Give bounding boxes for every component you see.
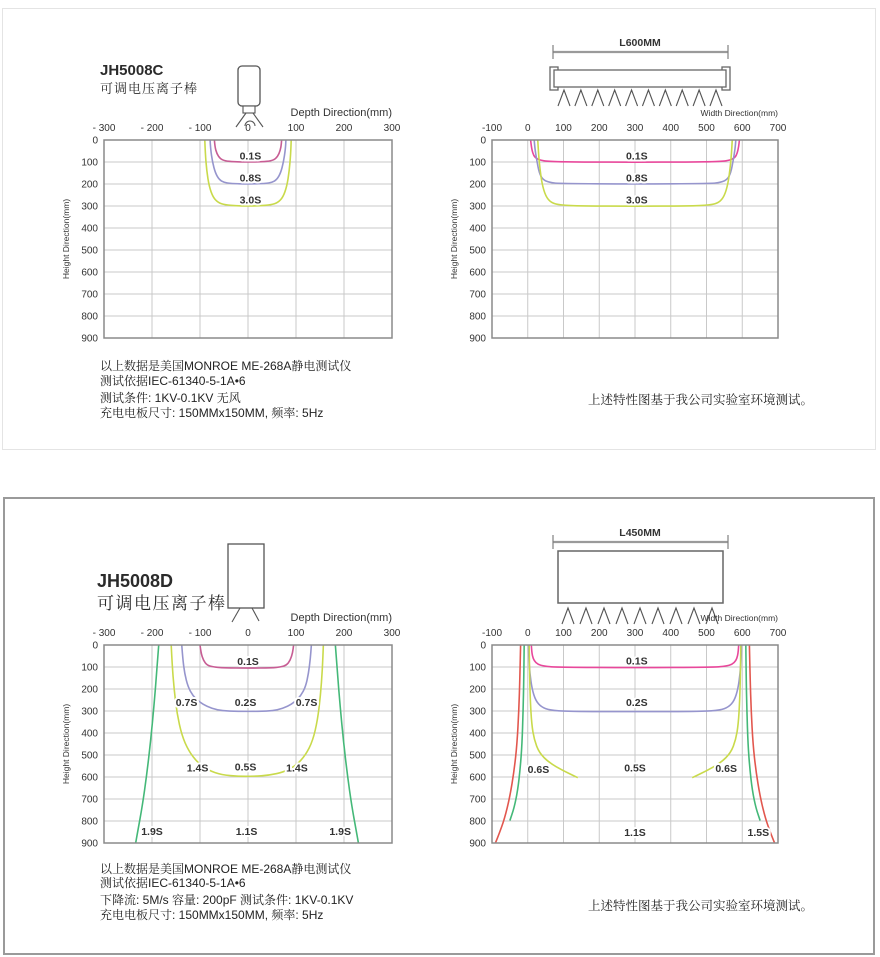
bar-length-label-d: L450MM <box>619 527 661 539</box>
model-name-c: JH5008C <box>100 62 164 79</box>
x-axis-title: Width Direction(mm) <box>700 108 778 118</box>
svg-text:400: 400 <box>662 628 680 639</box>
svg-text:600: 600 <box>81 772 98 784</box>
bar-body <box>558 551 723 603</box>
contour-label: 0.7S <box>295 697 318 710</box>
svg-text:0: 0 <box>480 640 486 652</box>
svg-text:- 200: - 200 <box>140 123 164 134</box>
y-axis-title: Height Direction(mm) <box>61 703 71 785</box>
footer-line: 下降流: 5M/s 容量: 200pF 测试条件: 1KV-0.1KV <box>100 893 354 907</box>
contour-label: 1.9S <box>141 826 163 839</box>
svg-text:- 100: - 100 <box>188 123 212 134</box>
svg-text:500: 500 <box>81 245 98 257</box>
footer-line: 以上数据是美国MONROE ME-268A静电测试仪 <box>100 862 352 876</box>
model-name-d: JH5008D <box>97 571 174 591</box>
svg-text:300: 300 <box>469 201 486 213</box>
svg-text:300: 300 <box>383 628 401 639</box>
contour-label: 0.2S <box>625 697 648 710</box>
y-axis-title: Height Direction(mm) <box>61 198 71 280</box>
width-direction-chart-c <box>443 103 788 348</box>
footer-line: 测试条件: 1KV-0.1KV 无风 <box>100 391 241 405</box>
contour-1.5S-right <box>749 645 774 843</box>
footer-line: 测试依据IEC-61340-5-1A•6 <box>100 876 246 890</box>
svg-text:700: 700 <box>469 794 486 806</box>
contour-label: 1.1S <box>235 826 258 839</box>
contour-label: 0.6S <box>715 763 737 776</box>
svg-text:0: 0 <box>524 628 531 639</box>
x-axis-title: Depth Direction(mm) <box>290 612 392 624</box>
svg-text:200: 200 <box>335 628 353 639</box>
contour-label: 1.9S <box>329 826 351 839</box>
contour-1.9S-right <box>335 645 358 843</box>
svg-text:700: 700 <box>81 289 98 301</box>
svg-text:500: 500 <box>698 628 715 639</box>
model-subtitle-c: 可调电压离子棒 <box>100 80 199 96</box>
svg-text:900: 900 <box>81 838 98 850</box>
svg-text:100: 100 <box>555 123 572 134</box>
contour-1.9S-left <box>136 645 159 843</box>
svg-text:700: 700 <box>81 794 98 806</box>
svg-text:100: 100 <box>81 157 98 169</box>
svg-text:0: 0 <box>524 123 531 134</box>
svg-text:100: 100 <box>287 123 305 134</box>
x-axis-title: Depth Direction(mm) <box>290 107 392 119</box>
svg-text:0: 0 <box>92 135 98 147</box>
svg-text:- 200: - 200 <box>140 628 164 639</box>
contour-label: 0.1S <box>625 655 648 668</box>
svg-text:400: 400 <box>81 728 98 740</box>
svg-text:900: 900 <box>469 838 486 850</box>
svg-text:700: 700 <box>769 628 787 639</box>
svg-text:0: 0 <box>245 123 251 134</box>
svg-text:300: 300 <box>81 706 98 718</box>
svg-text:- 300: - 300 <box>92 628 116 639</box>
svg-text:800: 800 <box>81 816 98 828</box>
svg-text:200: 200 <box>81 684 98 696</box>
svg-text:-100: -100 <box>481 123 503 134</box>
svg-text:100: 100 <box>287 628 305 639</box>
bar-body <box>554 70 726 87</box>
svg-text:700: 700 <box>769 123 787 134</box>
svg-text:900: 900 <box>469 333 486 345</box>
svg-text:500: 500 <box>469 245 486 257</box>
title-block-c <box>100 62 198 97</box>
svg-text:0: 0 <box>92 640 98 652</box>
contour-1.5S-left <box>496 645 521 843</box>
svg-text:600: 600 <box>469 772 486 784</box>
footer-line: 充电电板尺寸: 150MMx150MM, 频率: 5Hz <box>100 908 324 922</box>
depth-direction-chart-d <box>55 608 400 853</box>
svg-text:200: 200 <box>81 179 98 191</box>
svg-text:500: 500 <box>698 123 715 134</box>
contour-label: 0.1S <box>239 150 262 163</box>
y-axis-title: Height Direction(mm) <box>449 198 459 280</box>
svg-text:300: 300 <box>626 123 644 134</box>
svg-text:500: 500 <box>81 750 98 762</box>
svg-text:500: 500 <box>469 750 486 762</box>
svg-text:0: 0 <box>245 628 251 639</box>
svg-text:300: 300 <box>469 706 486 718</box>
svg-text:0: 0 <box>480 135 486 147</box>
svg-text:100: 100 <box>555 628 572 639</box>
svg-text:300: 300 <box>383 123 401 134</box>
svg-text:300: 300 <box>626 628 644 639</box>
contour-label: 1.4S <box>286 762 308 775</box>
bar-length-label-c: L600MM <box>619 37 661 49</box>
contour-label: 1.4S <box>186 762 209 775</box>
depth-direction-chart-c <box>55 103 400 348</box>
footer-line: 测试依据IEC-61340-5-1A•6 <box>100 374 246 388</box>
contour-label: 0.5S <box>234 761 257 774</box>
svg-text:200: 200 <box>590 628 608 639</box>
svg-text:400: 400 <box>469 223 486 235</box>
svg-text:200: 200 <box>469 684 486 696</box>
svg-text:100: 100 <box>81 662 98 674</box>
svg-text:300: 300 <box>81 201 98 213</box>
contour-label: 0.8S <box>239 172 262 185</box>
svg-text:- 100: - 100 <box>188 628 212 639</box>
model-subtitle-d: 可调电压离子棒 <box>97 593 227 613</box>
bar-illustration-c <box>540 33 740 111</box>
svg-text:400: 400 <box>469 728 486 740</box>
svg-text:600: 600 <box>733 628 751 639</box>
contour-label: 0.1S <box>625 150 648 163</box>
lab-note-c: 上述特性图基于我公司实验室环境测试。 <box>588 393 814 407</box>
svg-text:900: 900 <box>81 333 98 345</box>
svg-text:400: 400 <box>81 223 98 235</box>
contour-label: 1.1S <box>624 826 646 839</box>
svg-text:100: 100 <box>469 662 486 674</box>
svg-text:-100: -100 <box>481 628 503 639</box>
svg-text:800: 800 <box>469 816 486 828</box>
footer-line: 充电电板尺寸: 150MMx150MM, 频率: 5Hz <box>100 406 324 420</box>
x-axis-title: Width Direction(mm) <box>700 613 778 623</box>
lab-note-d: 上述特性图基于我公司实验室环境测试。 <box>588 899 814 913</box>
contour-label: 0.1S <box>237 656 259 668</box>
contour-label: 0.2S <box>234 697 257 710</box>
svg-text:600: 600 <box>469 267 486 279</box>
y-axis-title: Height Direction(mm) <box>449 703 459 785</box>
svg-text:800: 800 <box>469 311 486 323</box>
contour-label: 0.8S <box>625 172 648 185</box>
contour-label: 0.6S <box>527 763 550 776</box>
svg-text:600: 600 <box>81 267 98 279</box>
contour-label: 3.0S <box>625 194 648 207</box>
contour-label: 3.0S <box>239 194 262 207</box>
svg-text:200: 200 <box>335 123 353 134</box>
svg-text:600: 600 <box>733 123 751 134</box>
width-direction-chart-d <box>443 608 788 853</box>
svg-text:- 300: - 300 <box>92 123 116 134</box>
svg-text:200: 200 <box>590 123 608 134</box>
svg-text:700: 700 <box>469 289 486 301</box>
contour-label: 1.5S <box>747 826 770 839</box>
svg-text:100: 100 <box>469 157 486 169</box>
svg-text:400: 400 <box>662 123 680 134</box>
contour-label: 0.5S <box>624 762 646 775</box>
footer-line: 以上数据是美国MONROE ME-268A静电测试仪 <box>100 359 352 373</box>
svg-text:200: 200 <box>469 179 486 191</box>
svg-text:800: 800 <box>81 311 98 323</box>
contour-label: 0.7S <box>175 697 198 710</box>
